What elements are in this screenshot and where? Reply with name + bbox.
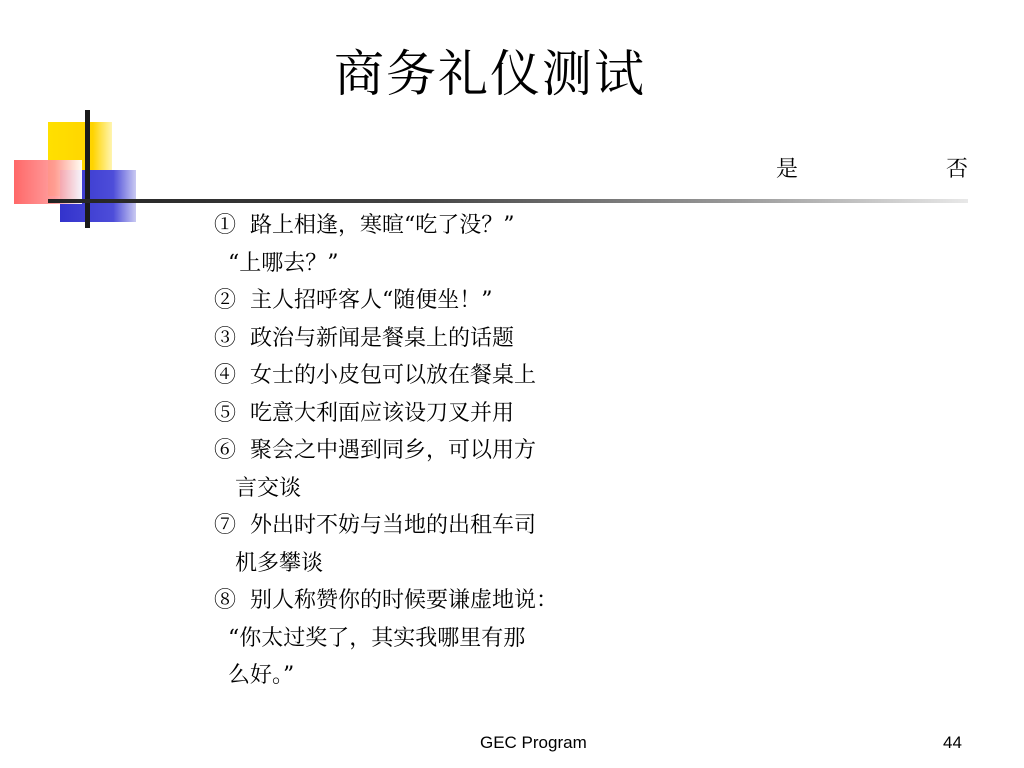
- column-header-yes: 是: [776, 157, 799, 182]
- question-line: ⑧ 别人称赞你的时候要谦虚地说：: [214, 588, 558, 613]
- question-line: “上哪去？”: [214, 250, 339, 276]
- question-line: ⑥ 聚会之中遇到同乡，可以用方: [214, 438, 536, 463]
- page-number: 44: [943, 733, 962, 752]
- question-line: 么好。”: [214, 663, 295, 688]
- footer-program: GEC Program: [480, 733, 587, 752]
- question-line: “你太过奖了，其实我哪里有那: [214, 625, 526, 651]
- question-line: ⑤ 吃意大利面应该设刀叉并用: [214, 400, 514, 426]
- column-header-no: 否: [946, 157, 969, 182]
- horizontal-rule: [48, 199, 968, 203]
- question-line: ② 主人招呼客人“随便坐！”: [214, 288, 493, 313]
- vertical-rule: [85, 110, 90, 228]
- question-line: ④ 女士的小皮包可以放在餐桌上: [214, 363, 536, 388]
- red-block: [14, 160, 82, 204]
- question-line: ⑦ 外出时不妨与当地的出租车司: [214, 513, 536, 538]
- question-list: [214, 207, 684, 695]
- question-line: 言交谈: [214, 475, 301, 501]
- slide-title: 商务礼仪测试: [334, 45, 646, 103]
- question-line: 机多攀谈: [214, 550, 323, 576]
- question-line: ① 路上相逢，寒暄“吃了没？”: [214, 213, 515, 238]
- question-line: ③ 政治与新闻是餐桌上的话题: [214, 325, 514, 351]
